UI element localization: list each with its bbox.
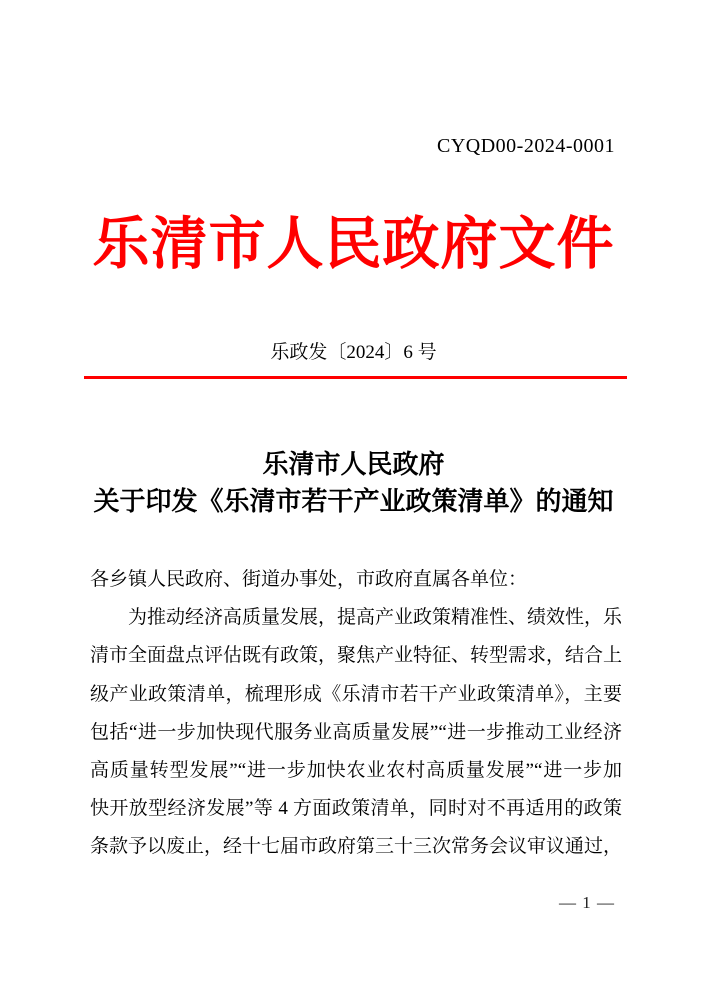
- document-title-line2: 关于印发《乐清市若干产业政策清单》的通知: [93, 487, 614, 516]
- body-line-4: 包括“进一步加快现代服务业高质量发展”“进一步推动工业经济: [90, 721, 622, 743]
- document-title: [0, 446, 707, 520]
- body-line-7: 条款予以废止，经十七届市政府第三十三次常务会议审议通过，: [90, 836, 623, 858]
- body-line-1: 为推动经济高质量发展，提高产业政策精准性、绩效性，乐: [128, 607, 623, 629]
- page-number: — 1 —: [559, 893, 615, 912]
- body-line-2: 清市全面盘点评估既有政策，聚焦产业特征、转型需求，结合上: [90, 645, 623, 667]
- doc-reference-code: CYQD00-2024-0001: [437, 135, 615, 157]
- masthead-title: 乐清市人民政府文件: [92, 213, 615, 276]
- document-body: [90, 561, 622, 867]
- body-line-5: 高质量转型发展”“进一步加快农业农村高质量发展”“进一步加: [90, 760, 622, 782]
- body-line-3: 级产业政策清单，梳理形成《乐清市若干产业政策清单》，主要: [90, 683, 622, 705]
- salutation-line: 各乡镇人民政府、街道办事处，市政府直属各单位：: [90, 569, 528, 590]
- red-divider-rule: [84, 376, 627, 379]
- document-title-line1: 乐清市人民政府: [262, 450, 445, 479]
- issue-number: 乐政发〔2024〕6 号: [270, 342, 437, 363]
- body-line-6: 快开放型经济发展”等 4 方面政策清单，同时对不再适用的政策: [90, 798, 622, 820]
